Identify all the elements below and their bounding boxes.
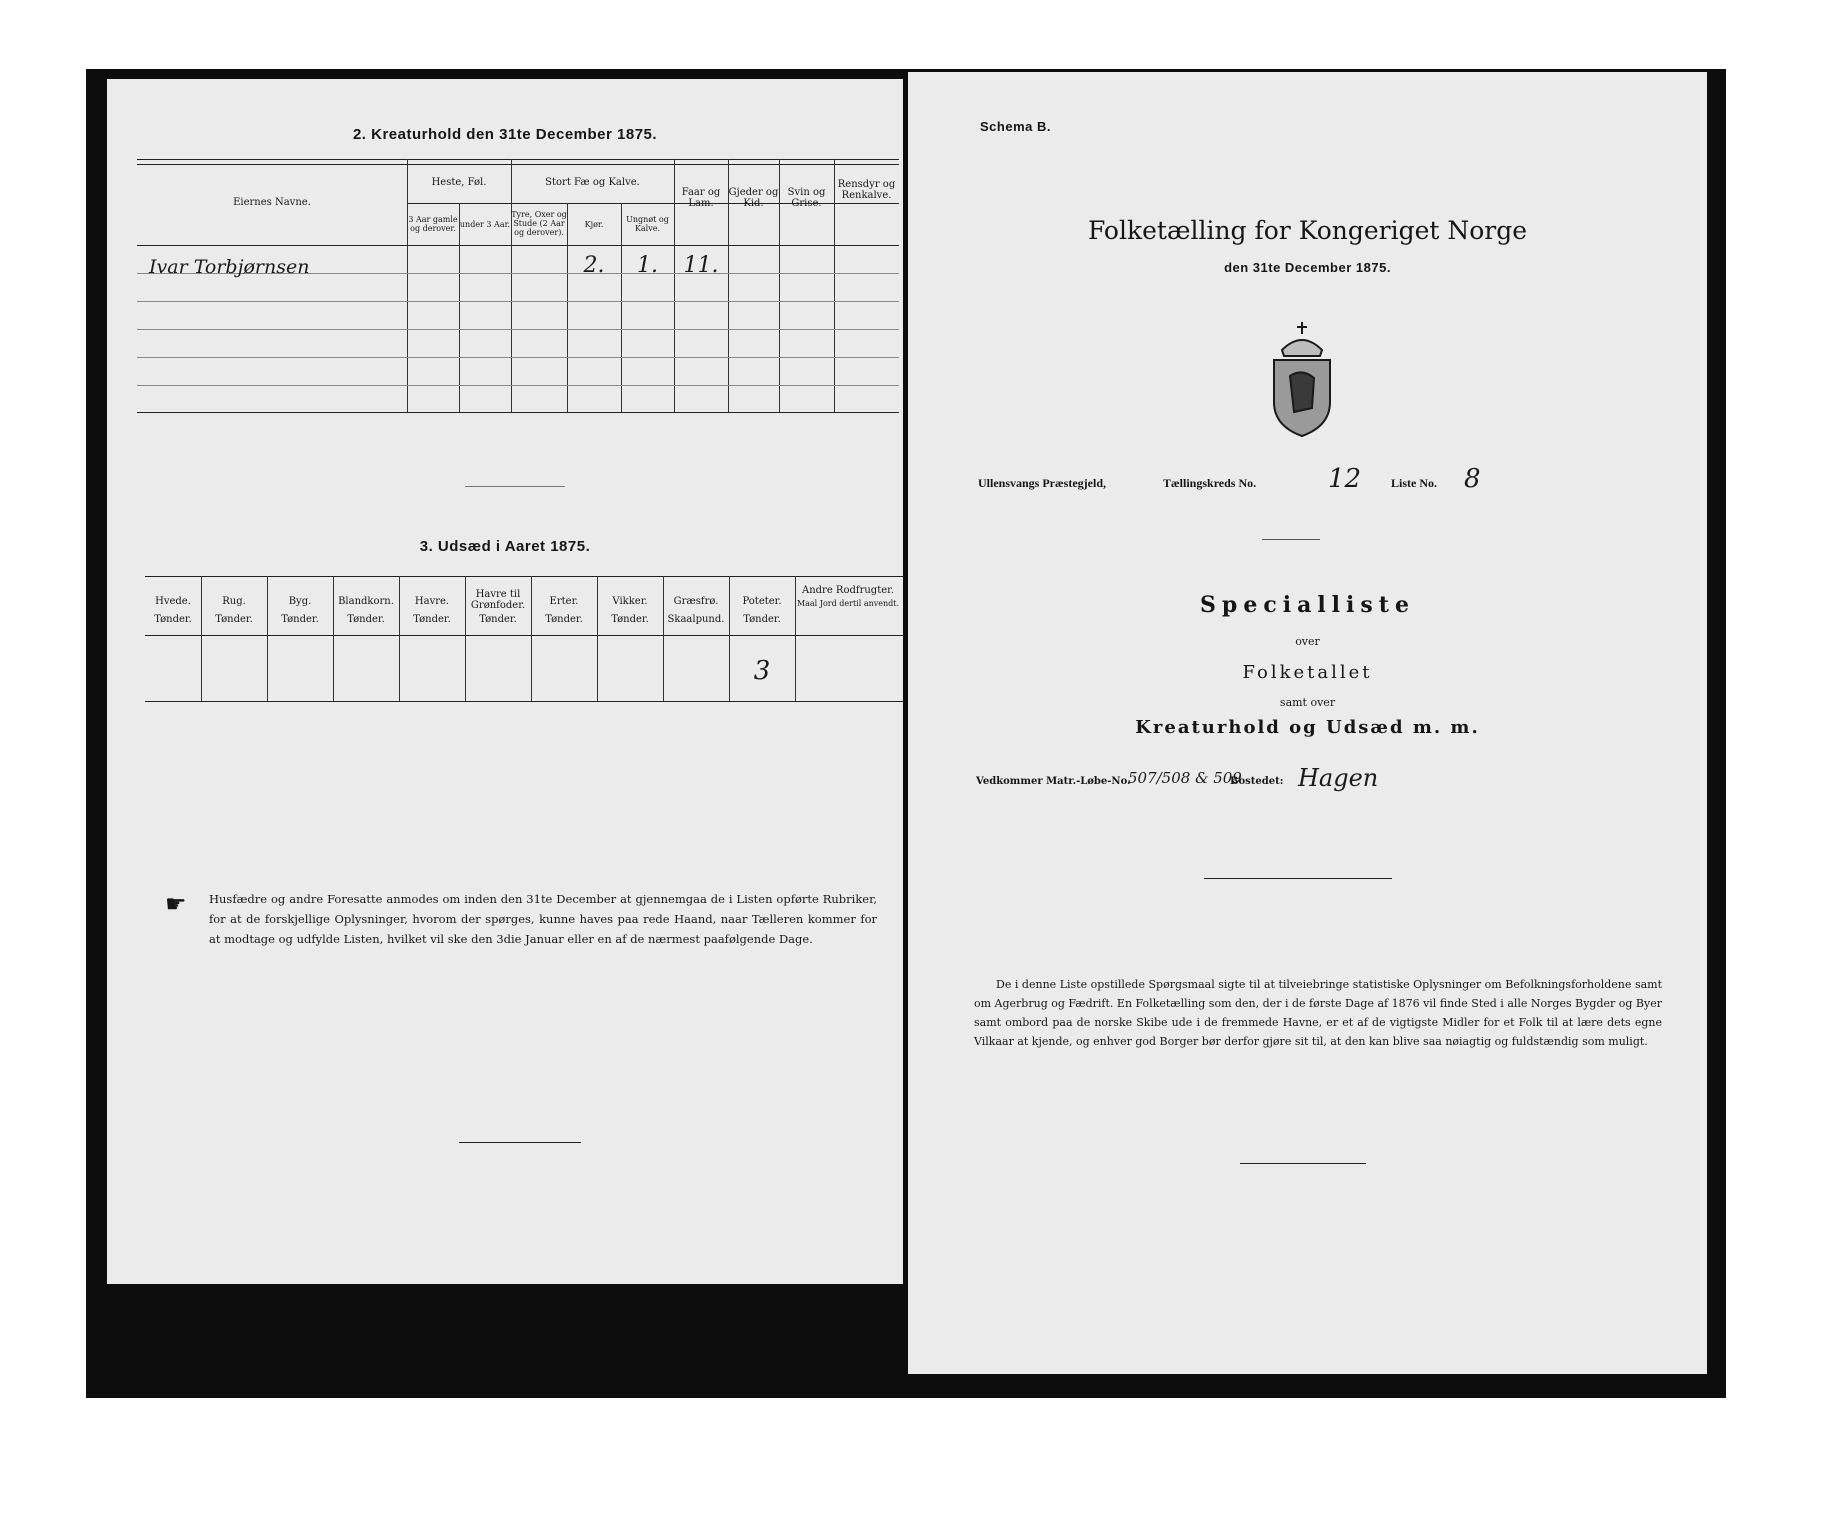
rensdyr-header: Rensdyr og Renkalve.	[837, 179, 896, 201]
table3-top-line	[145, 576, 903, 577]
bottom-separator-right	[1240, 1163, 1366, 1164]
table3-col-line	[597, 576, 598, 701]
faar-value: 11.	[683, 253, 719, 278]
samt-over-text: samt over	[1279, 696, 1336, 709]
main-title: Folketælling for Kongeriget Norge	[1087, 216, 1528, 245]
ungnot-value: 1.	[637, 253, 658, 278]
owner-name-value: Ivar Torbjørnsen	[149, 256, 310, 278]
notice-text: Husfædre og andre Foresatte anmodes om inden den 31te December at gjennemgaa de i Listen opførte Rubriker, for at de forskjellige Oplysninger, hvorom der spørges, kunne haves paa rede Haand, naar Tælleren kommer for at modtage og udfylde Listen, hvilket vil ske den 3die Januar eller en af de nærmest paafølgende Dage.	[209, 892, 877, 946]
table3-col-line	[333, 576, 334, 701]
right-page	[908, 72, 1707, 1374]
schema-label: Schema B.	[980, 119, 1051, 134]
table2-col-line	[459, 203, 460, 412]
gjeder-header: Gjeder og Kid.	[728, 187, 779, 209]
heste-sub-2: under 3 Aar.	[459, 220, 511, 229]
prestegjeld-label: Ullensvangs Præstegjeld,	[978, 476, 1106, 490]
kreds-label: Tællingskreds No.	[1163, 476, 1257, 490]
udsaed-col-blandkorn: Blandkorn. Tønder.	[338, 596, 394, 625]
kreaturhold-title: Kreaturhold og Udsæd m. m.	[1135, 717, 1480, 738]
bottom-separator	[459, 1142, 581, 1143]
table3-col-line	[399, 576, 400, 701]
udsaed-col-poteter: Poteter. Tønder.	[742, 596, 782, 625]
table2-col-line	[567, 203, 568, 412]
udsaed-col-graesfro: Græsfrø. Skaalpund.	[667, 596, 725, 625]
table3-col-line	[267, 576, 268, 701]
separator-short	[1262, 539, 1320, 540]
folketallet-title: Folketallet	[1242, 662, 1373, 683]
table3-bottom-line	[145, 701, 903, 702]
table2-header-bottom	[137, 245, 899, 246]
udsaed-col-havre-gronfoder: Havre til Grønfoder. Tønder.	[470, 589, 526, 625]
bostedet-label: Bostedet:	[1230, 776, 1284, 787]
separator-line	[465, 486, 565, 487]
poteter-value: 3	[753, 656, 771, 686]
udsaed-col-andre: Andre Rodfrugter. Maal Jord dertil anvendt.	[796, 585, 900, 608]
kreds-value: 12	[1328, 464, 1362, 494]
stort-sub-2: Kjør.	[584, 220, 604, 229]
coat-of-arms-icon	[1254, 316, 1350, 440]
heste-header: Heste, Føl.	[431, 177, 487, 188]
table2-col-line	[511, 159, 512, 412]
table3-col-line	[201, 576, 202, 701]
row-line	[137, 385, 899, 386]
table2-bottom-line	[137, 412, 899, 413]
udsaed-col-havre: Havre. Tønder.	[413, 596, 451, 625]
faar-header: Faar og Lam.	[681, 187, 721, 209]
row-line	[137, 329, 899, 330]
table3-header-bottom	[145, 635, 903, 636]
specialliste-title: Specialliste	[1200, 592, 1415, 618]
matr-value: 507/508 & 509	[1128, 769, 1242, 787]
table2-col-line	[621, 203, 622, 412]
table2-top-line-2	[137, 164, 899, 165]
over-text-1: over	[1295, 635, 1320, 648]
heste-sub-1: 3 Aar gamle og derover.	[408, 215, 458, 233]
section3-title: 3. Udsæd i Aaret 1875.	[419, 538, 591, 555]
bostedet-value: Hagen	[1298, 764, 1379, 792]
stort-fae-header: Stort Fæ og Kalve.	[545, 177, 640, 188]
separator-long	[1204, 878, 1392, 879]
udsaed-col-byg: Byg. Tønder.	[281, 596, 319, 625]
info-paragraph: De i denne Liste opstillede Spørgsmaal sigte til at tilveiebringe statistiske Oplysninger om Befolkningsforholdene samt om Agerbrug og Fædrift. En Folketælling som den, der i de første Dage af 1876 vil finde Sted i alle Norges Bygder og Byer samt ombord paa de norske Skibe ude i de fremmede Havne, er et af de vigtigste Midler for et Folk til at lære dets egne Vilkaar at kjende, og enhver god Borger bør derfor gjøre sit til, at den kan blive saa nøiagtig og fuldstændig som muligt.	[974, 978, 1662, 1048]
matr-label: Vedkommer Matr.-Løbe-No.	[976, 776, 1131, 787]
row-line	[137, 357, 899, 358]
udsaed-col-erter: Erter. Tønder.	[545, 596, 583, 625]
kjor-value: 2.	[583, 253, 605, 278]
section2-title: 2. Kreaturhold den 31te December 1875.	[352, 126, 658, 143]
svin-header: Svin og Grise.	[787, 187, 826, 209]
udsaed-col-vikker: Vikker. Tønder.	[611, 596, 649, 625]
main-subtitle: den 31te December 1875.	[1224, 260, 1391, 275]
pointing-hand-icon: ☛	[165, 890, 187, 918]
table3-col-line	[531, 576, 532, 701]
owner-col-header: Eiernes Navne.	[233, 197, 311, 208]
left-page	[107, 79, 903, 1284]
udsaed-col-hvede: Hvede. Tønder.	[154, 596, 192, 625]
table2-top-line	[137, 159, 899, 160]
table3-col-line	[663, 576, 664, 701]
liste-label: Liste No.	[1391, 476, 1437, 490]
table2-col-line	[407, 159, 408, 412]
udsaed-col-rug: Rug. Tønder.	[215, 596, 253, 625]
row-line	[137, 301, 899, 302]
liste-value: 8	[1464, 464, 1481, 494]
stort-sub-1: Tyre, Oxer og Stude (2 Aar og derover).	[511, 210, 567, 237]
stort-sub-3: Ungnøt og Kalve.	[626, 215, 669, 233]
